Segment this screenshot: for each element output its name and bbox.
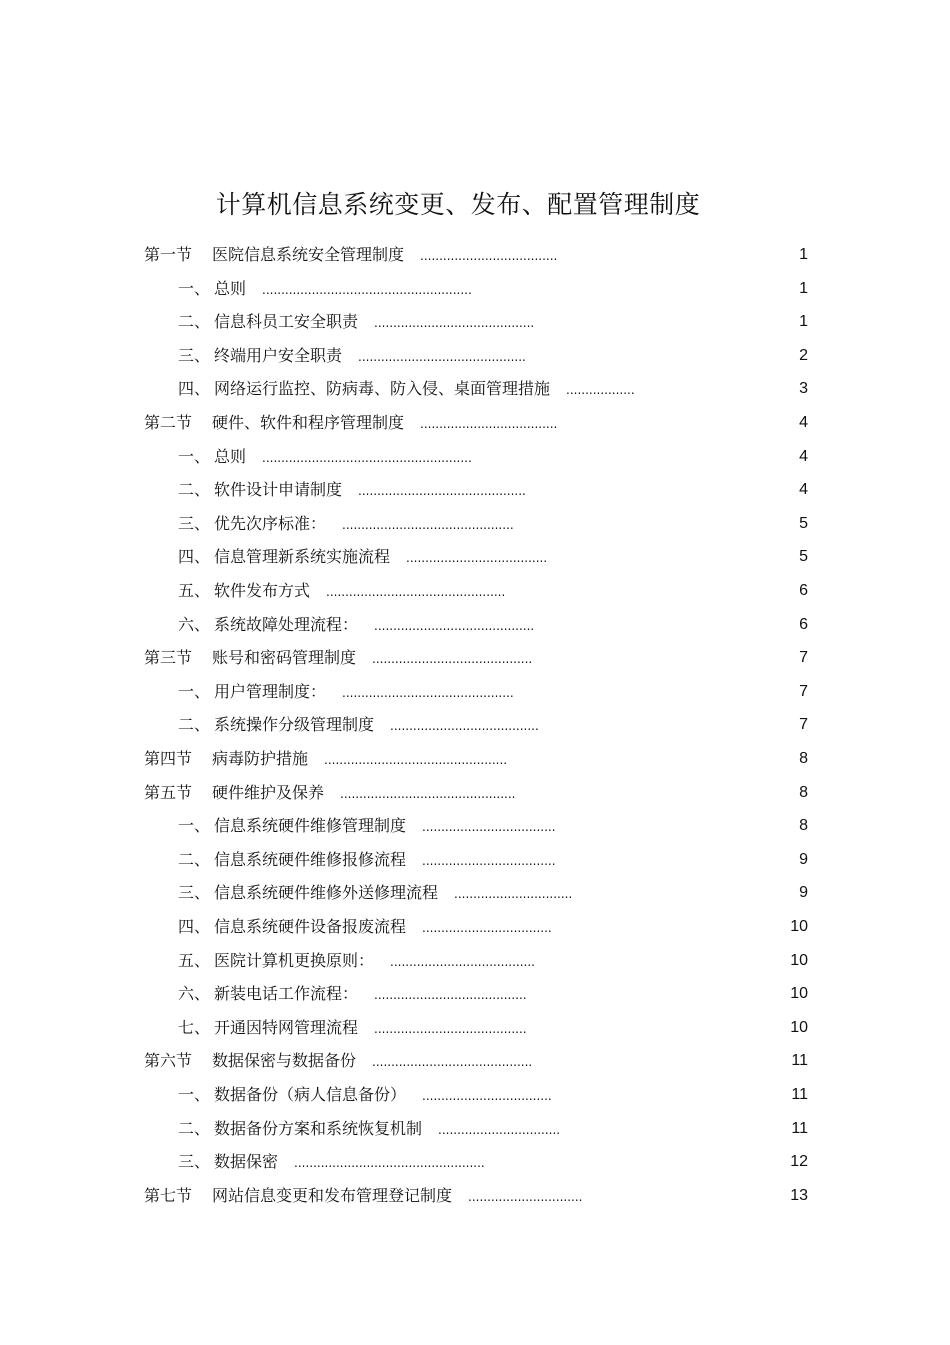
toc-page-number: 4 (799, 414, 808, 431)
toc-page-number: 7 (799, 716, 808, 733)
toc-entry-label: 信息系统硬件设备报废流程 (214, 917, 407, 936)
toc-subsection-entry (178, 1016, 527, 1040)
toc-entry-label: 软件设计申请制度 (214, 480, 343, 499)
toc-entry-number: 第七节 (144, 1186, 193, 1205)
toc-leader-dots: .............................. (468, 1190, 583, 1204)
toc-subsection-entry (178, 579, 505, 603)
toc-entry-number: 第一节 (144, 245, 193, 264)
toc-leader-dots: ........................................ (374, 988, 527, 1002)
toc-subsection-entry (178, 344, 526, 368)
toc-leader-dots: ............................................... (326, 585, 506, 599)
toc-entry-label: 信息系统硬件维修外送修理流程 (214, 883, 439, 902)
toc-subsection-entry (178, 377, 635, 401)
toc-entry-number: 第五节 (144, 783, 193, 802)
toc-section-entry (144, 747, 507, 771)
toc-section-entry (144, 1049, 532, 1073)
toc-entry-label: 数据保密与数据备份 (212, 1051, 357, 1070)
toc-entry-label: 信息科员工安全职责 (214, 312, 359, 331)
toc-entry-label: 用户管理制度： (214, 682, 327, 701)
toc-subsection-entry (178, 881, 572, 905)
toc-leader-dots: ....................................................... (262, 283, 472, 297)
toc-subsection-entry (178, 613, 534, 637)
toc-entry-label: 数据保密 (214, 1152, 279, 1171)
toc-subsection-entry (178, 1083, 552, 1107)
toc-entry-label: 硬件、软件和程序管理制度 (212, 413, 405, 432)
toc-entry-label: 数据备份（病人信息备份） (214, 1085, 407, 1104)
toc-subsection-entry (178, 277, 472, 301)
toc-entry-number: 第三节 (144, 648, 193, 667)
toc-entry-number: 一、 (178, 682, 211, 701)
toc-leader-dots: ............................................ (358, 484, 526, 498)
toc-leader-dots: .......................................... (372, 1055, 533, 1069)
toc-page-number: 12 (790, 1153, 808, 1170)
toc-leader-dots: ............................... (454, 887, 573, 901)
toc-page-number: 13 (790, 1187, 808, 1204)
toc-page-number: 8 (799, 750, 808, 767)
toc-entry-number: 四、 (178, 547, 211, 566)
toc-subsection-entry (178, 310, 534, 334)
toc-page-number: 11 (791, 1052, 808, 1069)
toc-entry-number: 三、 (178, 346, 211, 365)
toc-leader-dots: .............................................. (340, 787, 516, 801)
toc-page-number: 11 (791, 1086, 808, 1103)
toc-subsection-entry (178, 915, 552, 939)
toc-subsection-entry (178, 713, 539, 737)
toc-entry-label: 医院信息系统安全管理制度 (212, 245, 405, 264)
document-title: 计算机信息系统变更、发布、配置管理制度 (215, 189, 701, 219)
toc-subsection-entry (178, 982, 527, 1006)
toc-entry-number: 四、 (178, 917, 211, 936)
toc-page-number: 9 (799, 851, 808, 868)
toc-entry-number: 一、 (178, 279, 211, 298)
toc-leader-dots: ........................................ (374, 1022, 527, 1036)
toc-page-number: 10 (790, 985, 808, 1002)
toc-entry-number: 一、 (178, 1085, 211, 1104)
toc-leader-dots: ..................................... (406, 551, 548, 565)
toc-entry-number: 三、 (178, 514, 211, 533)
toc-page-number: 1 (799, 280, 808, 297)
toc-page-number: 1 (799, 246, 808, 263)
toc-entry-label: 优先次序标准： (214, 514, 327, 533)
toc-entry-number: 三、 (178, 883, 211, 902)
toc-page-number: 7 (799, 683, 808, 700)
toc-page-number: 10 (790, 952, 808, 969)
toc-page-number: 11 (791, 1120, 808, 1137)
toc-leader-dots: .......................................... (374, 316, 535, 330)
toc-leader-dots: ...................................... (390, 955, 535, 969)
toc-section-entry (144, 243, 557, 267)
toc-page-number: 5 (799, 548, 808, 565)
toc-section-entry (144, 781, 515, 805)
toc-page-number: 6 (799, 616, 808, 633)
toc-leader-dots: ............................................. (342, 518, 514, 532)
toc-entry-number: 五、 (178, 581, 211, 600)
toc-entry-number: 六、 (178, 615, 211, 634)
toc-subsection-entry (178, 949, 535, 973)
toc-subsection-entry (178, 814, 556, 838)
toc-entry-label: 信息系统硬件维修管理制度 (214, 816, 407, 835)
toc-entry-label: 系统操作分级管理制度 (214, 715, 375, 734)
toc-entry-number: 七、 (178, 1018, 211, 1037)
toc-leader-dots: ....................................................... (262, 451, 472, 465)
toc-entry-label: 软件发布方式 (214, 581, 311, 600)
toc-leader-dots: ............................................ (358, 350, 526, 364)
toc-leader-dots: .................................. (422, 1089, 552, 1103)
toc-entry-label: 医院计算机更换原则： (214, 951, 375, 970)
toc-page-number: 7 (799, 649, 808, 666)
toc-entry-number: 三、 (178, 1152, 211, 1171)
toc-leader-dots: .................................. (422, 921, 552, 935)
toc-entry-label: 数据备份方案和系统恢复机制 (214, 1119, 423, 1138)
toc-entry-label: 总则 (214, 279, 247, 298)
toc-entry-label: 账号和密码管理制度 (212, 648, 357, 667)
toc-subsection-entry (178, 478, 526, 502)
toc-page-number: 2 (799, 347, 808, 364)
toc-subsection-entry (178, 848, 556, 872)
toc-entry-label: 硬件维护及保养 (212, 783, 325, 802)
toc-leader-dots: .......................................... (374, 619, 535, 633)
toc-page-number: 10 (790, 1019, 808, 1036)
toc-subsection-entry (178, 512, 514, 536)
toc-entry-label: 终端用户安全职责 (214, 346, 343, 365)
toc-page-number: 4 (799, 481, 808, 498)
toc-leader-dots: ................................................ (324, 753, 508, 767)
toc-leader-dots: ................................ (438, 1123, 561, 1137)
toc-entry-number: 一、 (178, 447, 211, 466)
toc-section-entry (144, 646, 532, 670)
toc-leader-dots: .......................................... (372, 652, 533, 666)
toc-entry-number: 二、 (178, 715, 211, 734)
toc-entry-label: 病毒防护措施 (212, 749, 309, 768)
toc-leader-dots: ................................... (422, 820, 556, 834)
toc-entry-label: 新装电话工作流程： (214, 984, 359, 1003)
toc-entry-number: 二、 (178, 312, 211, 331)
toc-subsection-entry (178, 545, 547, 569)
toc-entry-label: 信息系统硬件维修报修流程 (214, 850, 407, 869)
toc-page-number: 1 (799, 313, 808, 330)
toc-entry-label: 总则 (214, 447, 247, 466)
toc-entry-number: 五、 (178, 951, 211, 970)
toc-leader-dots: .................................... (420, 249, 558, 263)
toc-entry-number: 第二节 (144, 413, 193, 432)
toc-subsection-entry (178, 445, 472, 469)
toc-leader-dots: .................................................. (294, 1156, 485, 1170)
toc-subsection-entry (178, 1117, 560, 1141)
toc-entry-label: 系统故障处理流程： (214, 615, 359, 634)
toc-entry-number: 第六节 (144, 1051, 193, 1070)
toc-leader-dots: ................................... (422, 854, 556, 868)
toc-entry-number: 四、 (178, 379, 211, 398)
toc-entry-number: 二、 (178, 850, 211, 869)
toc-subsection-entry (178, 1150, 485, 1174)
toc-page-number: 5 (799, 515, 808, 532)
toc-page-number: 9 (799, 884, 808, 901)
toc-page-number: 4 (799, 448, 808, 465)
toc-entry-label: 网站信息变更和发布管理登记制度 (212, 1186, 453, 1205)
toc-entry-number: 六、 (178, 984, 211, 1003)
toc-entry-number: 一、 (178, 816, 211, 835)
toc-page-number: 8 (799, 817, 808, 834)
toc-entry-label: 信息管理新系统实施流程 (214, 547, 391, 566)
toc-leader-dots: .................................... (420, 417, 558, 431)
toc-leader-dots: ....................................... (390, 719, 539, 733)
toc-entry-label: 网络运行监控、防病毒、防入侵、桌面管理措施 (214, 379, 551, 398)
toc-entry-number: 第四节 (144, 749, 193, 768)
toc-section-entry (144, 411, 557, 435)
toc-page-number: 10 (790, 918, 808, 935)
toc-entry-number: 二、 (178, 1119, 211, 1138)
toc-leader-dots: .................. (566, 383, 635, 397)
toc-page-number: 3 (799, 380, 808, 397)
toc-section-entry (144, 1184, 582, 1208)
toc-entry-number: 二、 (178, 480, 211, 499)
toc-leader-dots: ............................................. (342, 686, 514, 700)
toc-page-number: 6 (799, 582, 808, 599)
toc-subsection-entry (178, 680, 514, 704)
toc-entry-label: 开通因特网管理流程 (214, 1018, 359, 1037)
toc-page-number: 8 (799, 784, 808, 801)
